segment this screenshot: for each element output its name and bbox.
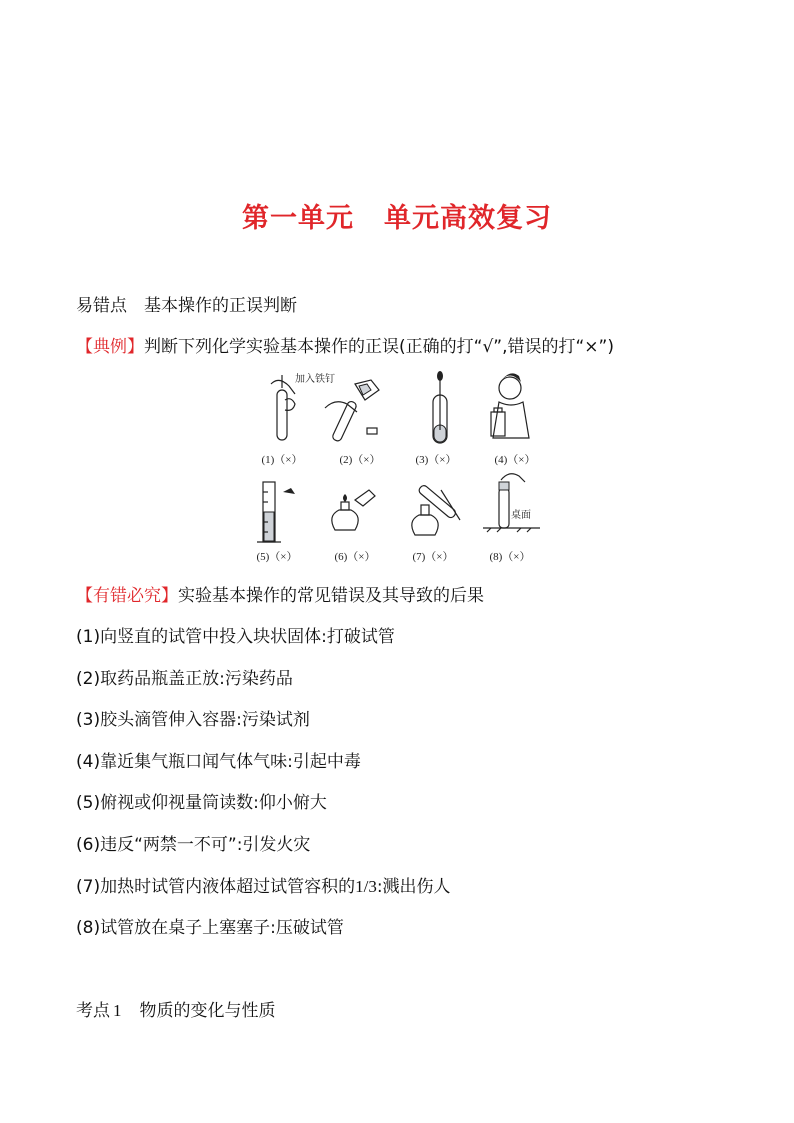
fraction: 1/3 bbox=[355, 877, 377, 896]
list-item: (7)加热时试管内液体超过试管容积的1/3:溅出伤人 bbox=[76, 877, 451, 897]
experiment-figure bbox=[255, 370, 555, 570]
example-text: 判断下列化学实验基本操作的正误(正确的打“√”,错误的打“×”) bbox=[144, 337, 614, 357]
mistakes-tag: 【有错必究】 bbox=[76, 586, 178, 606]
panel-3-dropper-in-tube bbox=[433, 371, 447, 443]
caption-8: (8)（×） bbox=[489, 551, 531, 563]
title-unit: 第一单元 bbox=[242, 203, 354, 234]
caption-4: (4)（×） bbox=[494, 454, 536, 466]
title-review: 单元高效复习 bbox=[384, 203, 552, 234]
list-item: (1)向竖直的试管中投入块状固体:打破试管 bbox=[76, 627, 395, 647]
caption-6: (6)（×） bbox=[334, 551, 376, 563]
panel-5-cylinder-reading bbox=[257, 482, 295, 542]
caption-3: (3)（×） bbox=[415, 454, 457, 466]
caption-1: (1)（×） bbox=[261, 454, 303, 466]
page-title bbox=[0, 196, 794, 235]
caption-7: (7)（×） bbox=[412, 551, 454, 563]
list-item: (6)违反“两禁一不可”:引发火灾 bbox=[76, 835, 311, 855]
panel-2-bottle-stopper bbox=[295, 372, 379, 442]
example-line bbox=[76, 336, 614, 358]
panel-4-smell-gas bbox=[491, 373, 529, 438]
section-heading: 易错点 基本操作的正误判断 bbox=[76, 296, 297, 316]
desk-label: 桌面 bbox=[511, 510, 531, 521]
list-item: (2)取药品瓶盖正放:污染药品 bbox=[76, 669, 293, 689]
panel-8-tube-on-desk bbox=[483, 474, 540, 532]
panel-6-alcohol-lamp bbox=[332, 490, 375, 530]
iron-nail-label: 加入铁钉 bbox=[295, 374, 335, 385]
example-tag: 【典例】 bbox=[76, 337, 144, 357]
topic-heading: 考点 1 物质的变化与性质 bbox=[76, 1001, 276, 1021]
mistakes-line bbox=[76, 585, 484, 607]
panel-1-vertical-tube-drop bbox=[271, 375, 295, 440]
list-item: (8)试管放在桌子上塞塞子:压破试管 bbox=[76, 918, 344, 938]
list-item: (3)胶头滴管伸入容器:污染试剂 bbox=[76, 710, 310, 730]
caption-5: (5)（×） bbox=[256, 551, 298, 563]
list-item: (5)俯视或仰视量筒读数:仰小俯大 bbox=[76, 793, 327, 813]
caption-2: (2)（×） bbox=[339, 454, 381, 466]
list-item: (4)靠近集气瓶口闻气体气味:引起中毒 bbox=[76, 752, 361, 772]
mistakes-text: 实验基本操作的常见错误及其导致的后果 bbox=[178, 586, 484, 606]
panel-7-heating-tube bbox=[412, 484, 460, 535]
